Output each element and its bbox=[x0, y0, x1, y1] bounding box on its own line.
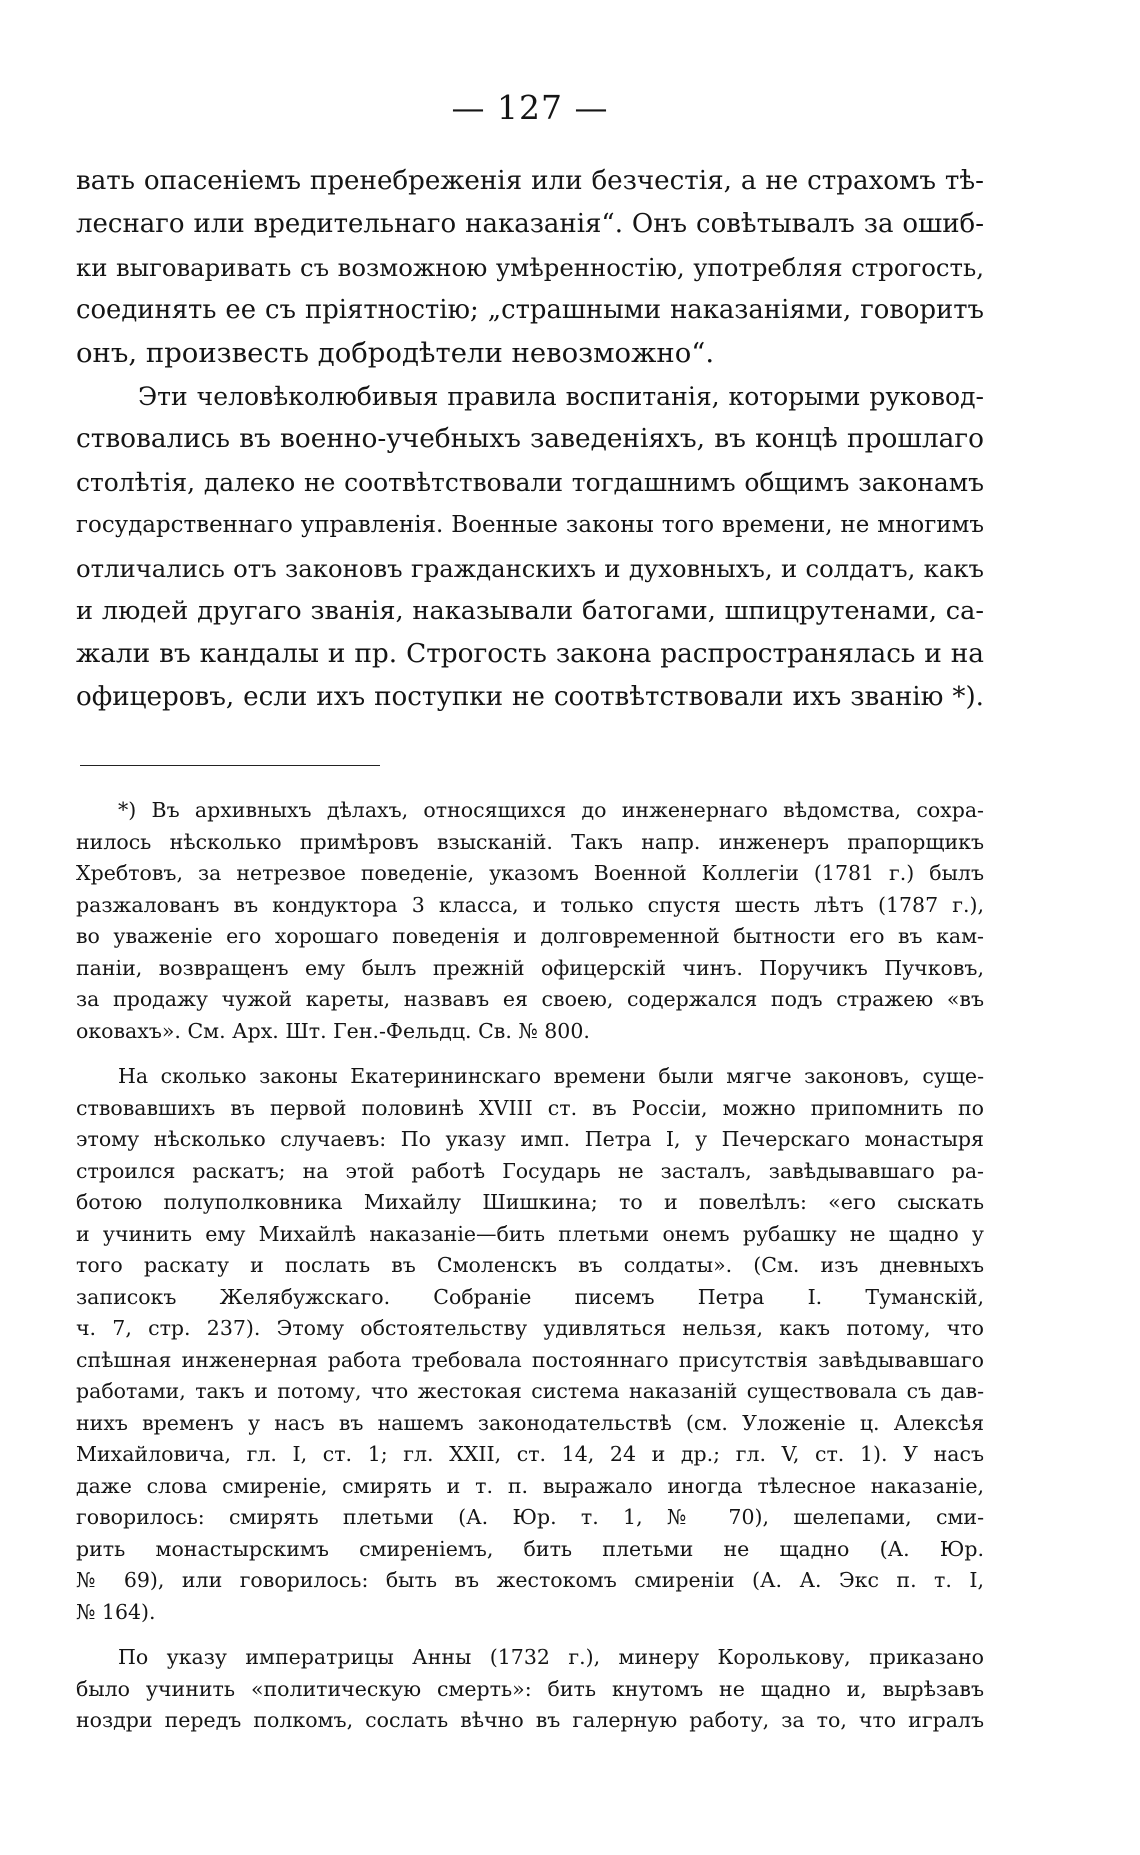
text-line: соединять ее съ пріятностію; „страшными наказаніями, говоритъ bbox=[76, 295, 984, 325]
footnote-line: На сколько законы Екатерининскаго времени были мягче законовъ, суще- bbox=[118, 1064, 984, 1088]
footnote-line: записокъ Желябужскаго. Собраніе писемъ Петра I. Туманскій, bbox=[76, 1284, 984, 1309]
text-line: столѣтія, далеко не соотвѣтствовали тогдашнимъ общимъ законамъ bbox=[76, 468, 984, 497]
footnote-line: Михайловича, гл. I, ст. 1; гл. XXII, ст. 14, 24 и др.; гл. V, ст. 1). У насъ bbox=[76, 1442, 984, 1466]
footnote-line: рить монастырскимъ смиреніемъ, бить плетьми не щадно (А. Юр. bbox=[76, 1536, 984, 1561]
footnote-line: № 69), или говорилось: быть въ жестокомъ смиреніи (А. А. Экс п. т. I, bbox=[76, 1568, 984, 1592]
footnote-line: говорилось: смирять плетьми (А. Юр. т. 1, № 70), шелепами, сми- bbox=[76, 1505, 984, 1529]
text-line: Эти человѣколюбивыя правила воспитанія, которыми руковод- bbox=[138, 382, 984, 411]
footnote-line: ботою полуполковника Михайлу Шишкина; то и повелѣлъ: «его сыскать bbox=[76, 1190, 984, 1214]
footnote-line: во уваженіе его хорошаго поведенія и долговременной бытности его въ кам- bbox=[76, 924, 984, 948]
page-number: — 127 — bbox=[451, 88, 609, 127]
text-line: вать опасеніемъ пренебреженія или безчестія, а не страхомъ тѣ- bbox=[76, 166, 984, 196]
footnote-line: за продажу чужой кареты, назвавъ ея своею, содержался подъ стражею «въ bbox=[76, 987, 984, 1011]
footnote-line: *) Въ архивныхъ дѣлахъ, относящихся до инженернаго вѣдомства, сохра- bbox=[118, 798, 984, 822]
footnote-line: оковахъ». См. Арх. Шт. Ген.-Фельдц. Св. № 800. bbox=[76, 1018, 590, 1043]
text-line: государственнаго управленія. Военные законы того времени, не многимъ bbox=[76, 512, 984, 538]
text-line: жали въ кандалы и пр. Строгость закона распространялась и на bbox=[76, 639, 984, 669]
main-text bbox=[76, 160, 984, 719]
footnote-line: ноздри передъ полкомъ, сослать вѣчно въ галерную работу, за то, что игралъ bbox=[76, 1708, 984, 1732]
footnote-line: Хребтовъ, за нетрезвое поведеніе, указомъ Военной Коллегіи (1781 г.) былъ bbox=[76, 861, 984, 885]
footnote-line: даже слова смиреніе, смирять и т. п. выражало иногда тѣлесное наказаніе, bbox=[76, 1473, 984, 1498]
text-line: отличались отъ законовъ гражданскихъ и духовныхъ, и солдатъ, какъ bbox=[76, 554, 984, 583]
footnote-line: ч. 7, стр. 237). Этому обстоятельству удивляться нельзя, какъ потому, что bbox=[76, 1316, 984, 1340]
footnote-line: работами, такъ и потому, что жестокая система наказаній существовала съ дав- bbox=[76, 1379, 984, 1403]
text-line: ки выговаривать съ возможною умѣренностію, употребляя строгость, bbox=[76, 253, 984, 282]
footnote-line: разжалованъ въ кондуктора 3 класса, и только спустя шесть лѣтъ (1787 г.), bbox=[76, 892, 984, 917]
text-line: офицеровъ, если ихъ поступки не соотвѣтствовали ихъ званію *). bbox=[76, 682, 984, 712]
footnote-line: № 164). bbox=[76, 1599, 156, 1624]
text-line: и людей другаго званія, наказывали батогами, шпицрутенами, са- bbox=[76, 596, 984, 626]
footnote-divider bbox=[80, 765, 380, 766]
footnote-line: спѣшная инженерная работа требовала постояннаго присутствія завѣдывавшаго bbox=[76, 1347, 984, 1372]
footnote-line: паніи, возвращенъ ему былъ прежній офицерскій чинъ. Поручикъ Пучковъ, bbox=[76, 955, 984, 980]
footnote-line: того раскату и послать въ Смоленскъ въ солдаты». (См. изъ дневныхъ bbox=[76, 1253, 984, 1277]
footnote-line: нилось нѣсколько примѣровъ взысканій. Такъ напр. инженеръ прапорщикъ bbox=[76, 829, 984, 854]
text-line: онъ, произвесть добродѣтели невозможно“. bbox=[76, 337, 715, 369]
footnote-line: было учинить «политическую смерть»: бить кнутомъ не щадно и, вырѣзавъ bbox=[76, 1676, 984, 1701]
footnote-line: этому нѣсколько случаевъ: По указу имп. Петра I, у Печерскаго монастыря bbox=[76, 1127, 984, 1151]
footnote-line: строился раскатъ; на этой работѣ Государь не засталъ, завѣдывавшаго ра- bbox=[76, 1158, 984, 1183]
footnote-line: По указу императрицы Анны (1732 г.), минеру Королькову, приказано bbox=[118, 1645, 984, 1669]
footnote-line: ствовавшихъ въ первой половинѣ XVIII ст. въ Россіи, можно припомнить по bbox=[76, 1095, 984, 1120]
text-line: леснаго или вредительнаго наказанія“. Онъ совѣтывалъ за ошиб- bbox=[76, 209, 984, 239]
footnote-line: и учинить ему Михайлѣ наказаніе—бить плетьми онемъ рубашку не щадно у bbox=[76, 1221, 984, 1246]
footnote-line: нихъ временъ у насъ въ нашемъ законодательствѣ (см. Уложеніе ц. Алексѣя bbox=[76, 1410, 984, 1435]
footnotes bbox=[76, 795, 984, 1737]
text-line: ствовались въ военно-учебныхъ заведеніяхъ, въ концѣ прошлаго bbox=[76, 424, 984, 454]
